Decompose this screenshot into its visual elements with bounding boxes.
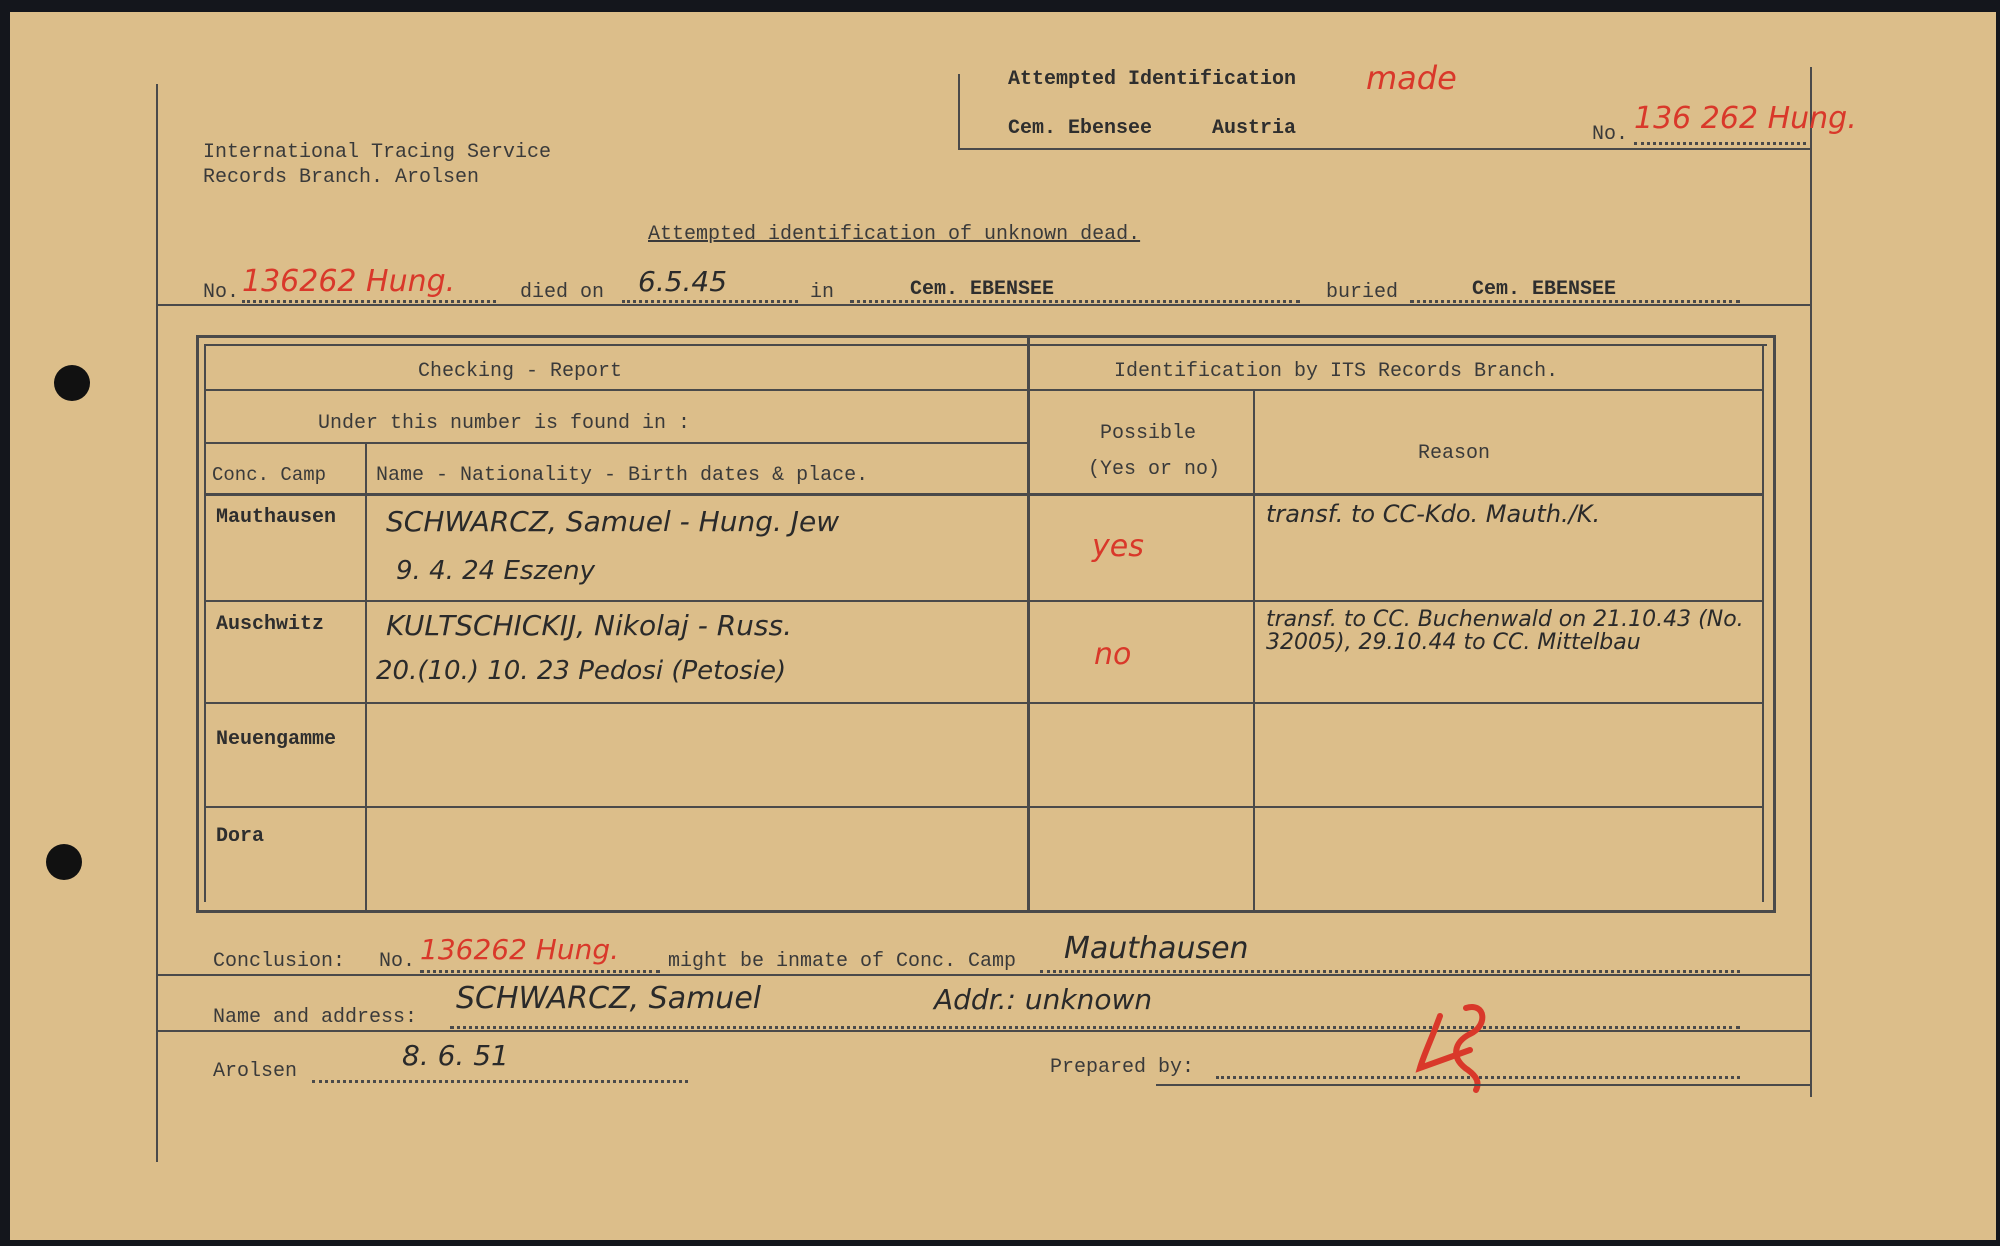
name-address-name: SCHWARCZ, Samuel xyxy=(456,981,762,1016)
found-in-label: Under this number is found in : xyxy=(318,412,691,435)
conclusion-middle: might be inmate of Conc. Camp xyxy=(668,950,1017,973)
table-row-name: SCHWARCZ, Samuel - Hung. Jew xyxy=(386,505,840,538)
table-row-camp: Auschwitz xyxy=(216,613,325,636)
org-name: International Tracing Service xyxy=(203,141,552,164)
header-no-dots xyxy=(1634,142,1806,145)
table-row-reason: transf. to CC-Kdo. Mauth./K. xyxy=(1266,500,1601,528)
footer-place: Arolsen xyxy=(213,1060,298,1083)
header-no-value: 136 262 Hung. xyxy=(1634,101,1857,136)
identification-header: Identification by ITS Records Branch. xyxy=(1114,360,1559,383)
died-on-value: 6.5.45 xyxy=(638,265,728,298)
table-row-reason: transf. to CC. Buchenwald on 21.10.43 (No. 32005), 29.10.44 to CC. Mittelbau xyxy=(1266,607,1744,656)
name-address-label: Name and address: xyxy=(213,1006,418,1029)
table-divider-reason xyxy=(1253,390,1255,910)
checking-report-header: Checking - Report xyxy=(418,360,623,383)
conclusion-camp-dots xyxy=(1040,970,1740,973)
initials-mark xyxy=(1410,998,1510,1098)
header-box-bottom xyxy=(958,148,1812,150)
cemetery-label: Cem. Ebensee xyxy=(1008,117,1153,140)
name-address-addr: Addr.: unknown xyxy=(934,983,1153,1016)
table-row-camp: Dora xyxy=(216,825,265,848)
col-reason-header: Reason xyxy=(1418,442,1491,465)
table-inner-left xyxy=(204,344,206,902)
table-row-possible: no xyxy=(1094,637,1132,672)
col-possible-header-2: (Yes or no) xyxy=(1088,458,1221,481)
org-branch: Records Branch. Arolsen xyxy=(203,166,480,189)
table-row-camp: Mauthausen xyxy=(216,506,337,529)
card-title: Attempted identification of unknown dead. xyxy=(648,223,1141,246)
record-no-value: 136262 Hung. xyxy=(242,264,456,299)
table-row3-rule xyxy=(204,806,1762,808)
col-camp-header: Conc. Camp xyxy=(212,464,327,486)
in-value: Cem. EBENSEE xyxy=(910,278,1055,301)
table-row2-rule xyxy=(204,702,1762,704)
tracing-card xyxy=(10,12,1996,1240)
table-inner-border xyxy=(205,344,1767,346)
conclusion-no-dots xyxy=(420,970,660,973)
table-row-birth: 20.(10.) 10. 23 Pedosi (Petosie) xyxy=(376,656,787,686)
punch-hole-bottom xyxy=(46,844,82,880)
table-row-camp: Neuengamme xyxy=(216,728,337,751)
table-colhead-rule xyxy=(204,493,1762,496)
table-row-birth: 9. 4. 24 Eszeny xyxy=(396,556,595,586)
attempted-identification-label: Attempted Identification xyxy=(1008,68,1297,91)
footer-date-dots xyxy=(312,1080,688,1083)
record-no-label: No. xyxy=(203,281,240,304)
table-divider-camp xyxy=(365,444,367,910)
table-row1-rule xyxy=(204,600,1762,602)
record-line-rule xyxy=(156,304,1812,306)
footer-rule xyxy=(1156,1084,1812,1086)
table-row-possible: yes xyxy=(1092,529,1144,564)
conclusion-no-value: 136262 Hung. xyxy=(420,933,620,966)
left-margin-line xyxy=(156,84,158,1162)
name-address-rule xyxy=(156,1030,1812,1032)
buried-value: Cem. EBENSEE xyxy=(1472,278,1617,301)
died-on-label: died on xyxy=(520,281,605,304)
col-possible-header-1: Possible xyxy=(1100,422,1197,445)
col-name-header: Name - Nationality - Birth dates & place. xyxy=(376,464,869,487)
name-address-dots xyxy=(450,1026,1740,1029)
right-margin-line xyxy=(1810,67,1812,1097)
country-label: Austria xyxy=(1212,117,1297,140)
conclusion-no-label: No. xyxy=(379,950,416,973)
table-row-name: KULTSCHICKIJ, Nikolaj - Russ. xyxy=(386,609,792,642)
conclusion-camp: Mauthausen xyxy=(1064,931,1249,966)
record-no-dots xyxy=(242,300,496,303)
punch-hole-top xyxy=(54,365,90,401)
buried-label: buried xyxy=(1326,281,1399,304)
table-divider-main xyxy=(1027,338,1030,910)
header-box-left xyxy=(958,74,960,148)
table-inner-right xyxy=(1762,344,1764,902)
conclusion-rule xyxy=(156,974,1812,976)
conclusion-label: Conclusion: xyxy=(213,950,346,973)
footer-date: 8. 6. 51 xyxy=(402,1039,509,1072)
in-label: in xyxy=(810,281,835,304)
prepared-by-label: Prepared by: xyxy=(1050,1056,1195,1079)
header-no-label: No. xyxy=(1592,123,1629,146)
table-found-rule xyxy=(204,442,1028,444)
died-on-dots xyxy=(622,300,798,303)
table-header-rule xyxy=(204,389,1762,391)
attempted-identification-value: made xyxy=(1366,59,1457,97)
